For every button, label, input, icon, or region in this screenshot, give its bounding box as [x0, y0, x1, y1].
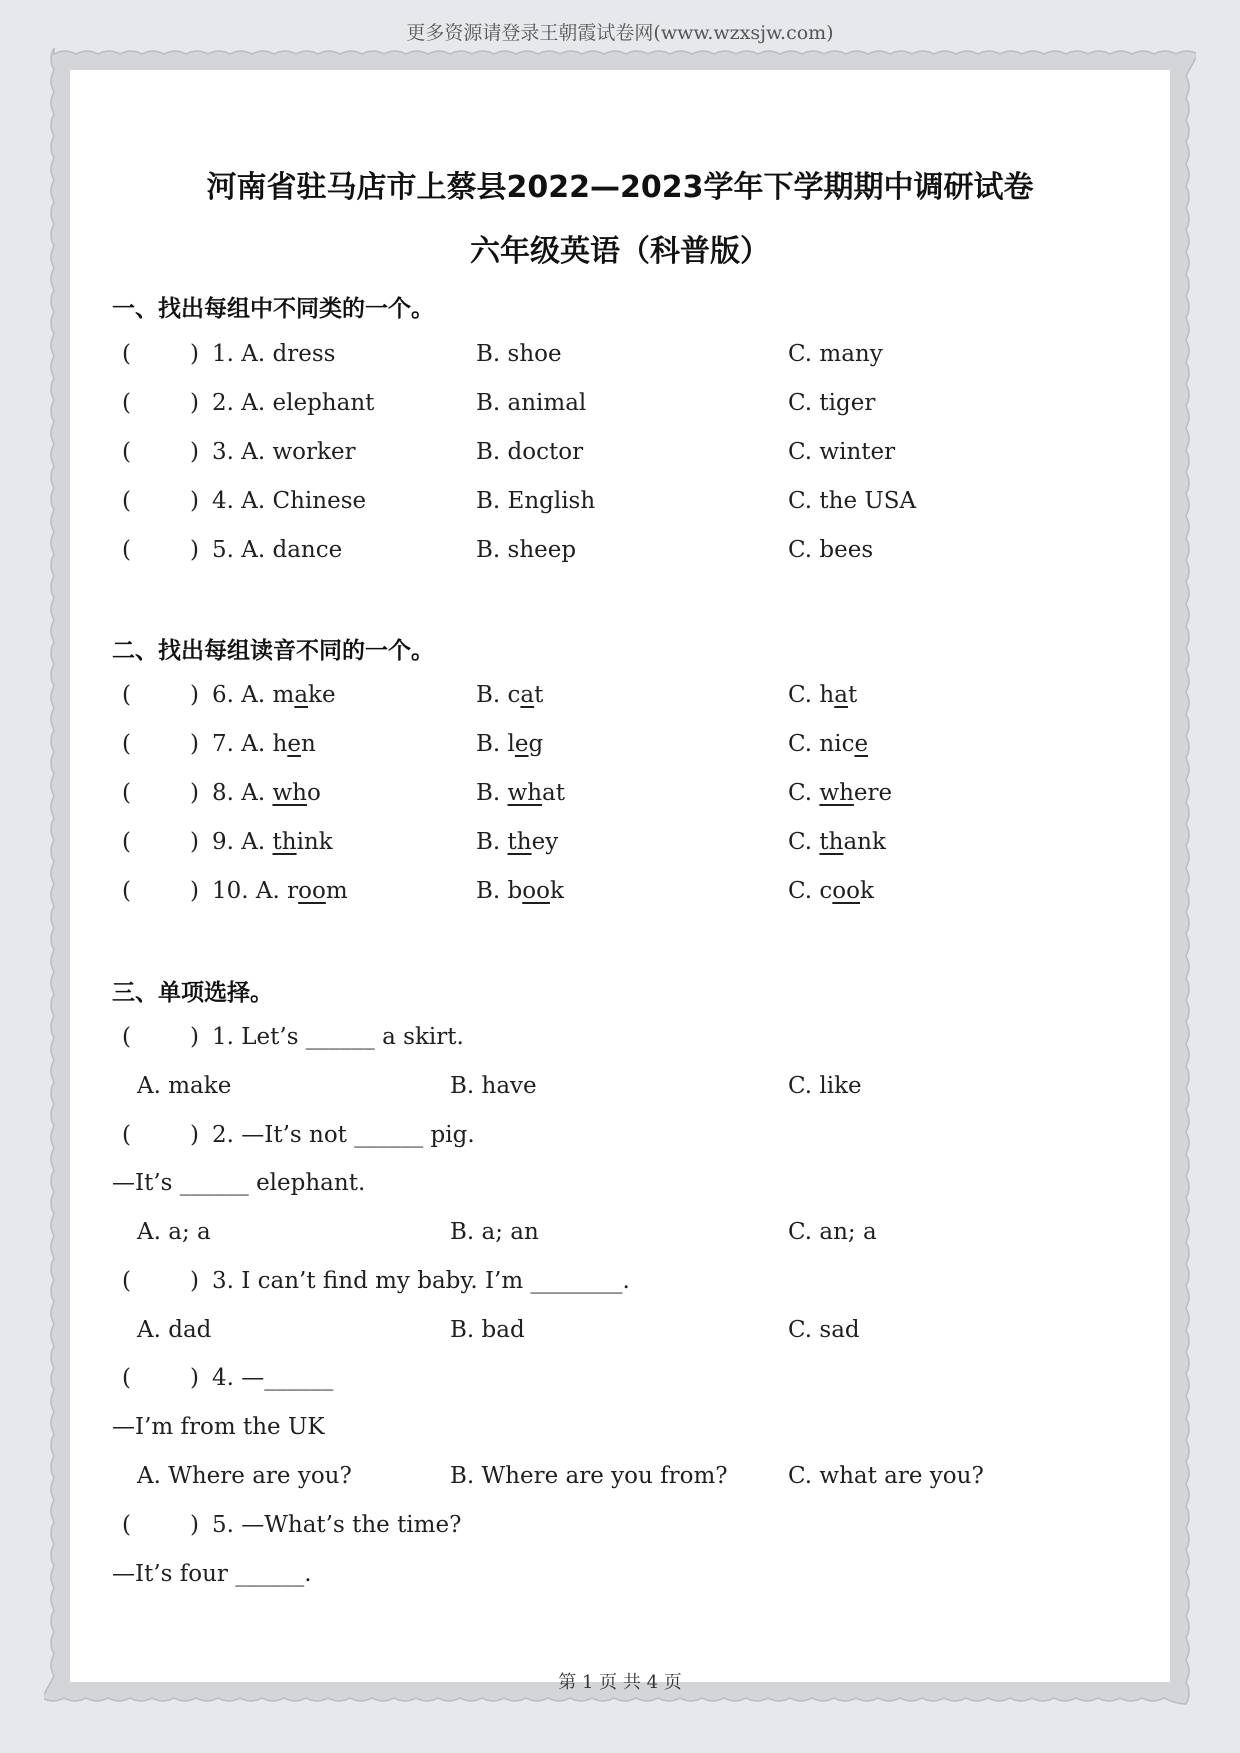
option-c: C. an; a: [788, 1219, 877, 1245]
option-a: A. dress: [241, 341, 336, 367]
question-text: [212, 337, 335, 371]
answer-paren-left: (: [122, 829, 131, 855]
question-stem: 5. —What’s the time?: [212, 1512, 462, 1538]
answer-paren-right: ): [190, 1365, 199, 1391]
section-2-heading: 二、找出每组读音不同的一个。: [112, 638, 434, 664]
option-a: A. dance: [241, 537, 343, 563]
question-row: [0, 825, 1240, 859]
option-c: C. sad: [788, 1317, 860, 1343]
option-b: B. shoe: [476, 341, 562, 367]
section-1-heading: 一、找出每组中不同类的一个。: [112, 296, 434, 322]
question-number: 2.: [212, 390, 234, 416]
option-c: C. cook: [788, 878, 874, 904]
answer-paren-right: ): [190, 390, 199, 416]
option-b: B. leg: [476, 731, 544, 757]
question-number: 3.: [212, 439, 234, 465]
answer-paren-right: ): [190, 682, 199, 708]
question-row: [0, 1508, 1240, 1542]
options-row: [0, 1069, 1240, 1103]
option-c: C. tiger: [788, 390, 876, 416]
option-a: A. Chinese: [241, 488, 367, 514]
question-number: 8.: [212, 780, 234, 806]
option-c: C. like: [788, 1073, 862, 1099]
option-b: B. cat: [476, 682, 544, 708]
option-a: A. a; a: [137, 1219, 211, 1245]
question-number: 10.: [212, 878, 249, 904]
underlined-letters: th: [507, 829, 532, 855]
answer-paren-left: (: [122, 1122, 131, 1148]
option-a: A. Where are you?: [137, 1463, 352, 1489]
question-row: [0, 435, 1240, 469]
answer-paren-right: ): [190, 1122, 199, 1148]
option-a: A. room: [255, 878, 348, 904]
underlined-letters: oo: [522, 878, 550, 904]
question-text: [212, 435, 356, 469]
underlined-letters: wh: [507, 780, 543, 806]
question-number: 4.: [212, 488, 234, 514]
answer-paren-right: ): [190, 488, 199, 514]
answer-paren-right: ): [190, 780, 199, 806]
option-b: B. animal: [476, 390, 587, 416]
question-row: [0, 533, 1240, 567]
underlined-letters: th: [819, 829, 844, 855]
option-c: C. where: [788, 780, 893, 806]
section-3-heading: 三、单项选择。: [112, 980, 273, 1006]
answer-paren-right: ): [190, 439, 199, 465]
answer-paren-right: ): [190, 731, 199, 757]
answer-paren-right: ): [190, 537, 199, 563]
answer-paren-left: (: [122, 1512, 131, 1538]
answer-paren-left: (: [122, 1365, 131, 1391]
question-reply: —It’s ______ elephant.: [112, 1170, 366, 1196]
reply-row: [0, 1410, 1240, 1444]
reply-row: [0, 1557, 1240, 1591]
question-stem: 2. —It’s not ______ pig.: [212, 1122, 475, 1148]
option-c: C. thank: [788, 829, 886, 855]
underlined-letters: oo: [832, 878, 860, 904]
answer-paren-left: (: [122, 341, 131, 367]
answer-paren-right: ): [190, 341, 199, 367]
underlined-letters: a: [294, 682, 309, 708]
question-row: [0, 678, 1240, 712]
header-banner: 更多资源请登录王朝霞试卷网(www.wzxsjw.com): [406, 22, 834, 44]
options-row: [0, 1313, 1240, 1347]
option-c: C. nice: [788, 731, 869, 757]
option-b: B. Where are you from?: [450, 1463, 728, 1489]
option-a: A. hen: [241, 731, 316, 757]
underlined-letters: e: [854, 731, 869, 757]
question-number: 7.: [212, 731, 234, 757]
question-stem: 4. —______: [212, 1365, 334, 1391]
options-row: [0, 1459, 1240, 1493]
answer-paren-right: ): [190, 878, 199, 904]
question-row: [0, 1264, 1240, 1298]
question-text: [212, 874, 348, 908]
underlined-letters: a: [520, 682, 535, 708]
option-a: A. dad: [137, 1317, 212, 1343]
question-row: [0, 337, 1240, 371]
answer-paren-right: ): [190, 1268, 199, 1294]
answer-paren-right: ): [190, 829, 199, 855]
option-c: C. hat: [788, 682, 858, 708]
option-c: C. many: [788, 341, 883, 367]
option-c: C. the USA: [788, 488, 917, 514]
question-text: [212, 484, 366, 518]
option-a: A. elephant: [241, 390, 375, 416]
option-b: B. bad: [450, 1317, 525, 1343]
option-c: C. winter: [788, 439, 896, 465]
option-a: A. make: [137, 1073, 232, 1099]
option-a: A. make: [241, 682, 336, 708]
question-reply: —It’s four ______.: [112, 1561, 312, 1587]
options-row: [0, 1215, 1240, 1249]
page-footer: 第 1 页 共 4 页: [558, 1672, 682, 1693]
underlined-letters: th: [272, 829, 297, 855]
option-b: B. book: [476, 878, 564, 904]
underlined-letters: a: [834, 682, 848, 708]
underlined-letters: e: [287, 731, 301, 757]
question-stem: 3. I can’t find my baby. I’m ________.: [212, 1268, 630, 1294]
answer-paren-left: (: [122, 1268, 131, 1294]
option-c: C. bees: [788, 537, 874, 563]
option-c: C. what are you?: [788, 1463, 984, 1489]
answer-paren-left: (: [122, 390, 131, 416]
question-number: 6.: [212, 682, 234, 708]
question-row: [0, 386, 1240, 420]
option-b: B. doctor: [476, 439, 584, 465]
exam-subtitle: 六年级英语（科普版）: [470, 234, 770, 269]
underlined-letters: e: [514, 731, 529, 757]
option-b: B. what: [476, 780, 565, 806]
question-row: [0, 776, 1240, 810]
question-text: [212, 386, 374, 420]
answer-paren-left: (: [122, 731, 131, 757]
option-b: B. have: [450, 1073, 537, 1099]
option-a: A. think: [241, 829, 333, 855]
answer-paren-left: (: [122, 780, 131, 806]
question-text: [212, 727, 316, 761]
option-b: B. English: [476, 488, 596, 514]
option-a: A. who: [241, 780, 321, 806]
reply-row: [0, 1166, 1240, 1200]
option-b: B. sheep: [476, 537, 577, 563]
question-text: [212, 533, 342, 567]
answer-paren-left: (: [122, 439, 131, 465]
exam-title: 河南省驻马店市上蔡县2022—2023学年下学期期中调研试卷: [206, 170, 1034, 205]
question-row: [0, 1361, 1240, 1395]
question-row: [0, 1118, 1240, 1152]
question-row: [0, 484, 1240, 518]
answer-paren-right: ): [190, 1512, 199, 1538]
option-a: A. worker: [241, 439, 356, 465]
underlined-letters: wh: [819, 780, 854, 806]
option-b: B. they: [476, 829, 559, 855]
question-row: [0, 727, 1240, 761]
option-b: B. a; an: [450, 1219, 539, 1245]
question-text: [212, 825, 333, 859]
question-reply: —I’m from the UK: [112, 1414, 325, 1440]
answer-paren-right: ): [190, 1024, 199, 1050]
question-stem: 1. Let’s ______ a skirt.: [212, 1024, 464, 1050]
answer-paren-left: (: [122, 878, 131, 904]
question-number: 9.: [212, 829, 234, 855]
answer-paren-left: (: [122, 488, 131, 514]
question-text: [212, 776, 321, 810]
answer-paren-left: (: [122, 537, 131, 563]
question-row: [0, 1020, 1240, 1054]
underlined-letters: wh: [272, 780, 307, 806]
underlined-letters: oo: [298, 878, 326, 904]
question-row: [0, 874, 1240, 908]
question-number: 1.: [212, 341, 234, 367]
answer-paren-left: (: [122, 682, 131, 708]
question-number: 5.: [212, 537, 234, 563]
answer-paren-left: (: [122, 1024, 131, 1050]
question-text: [212, 678, 336, 712]
